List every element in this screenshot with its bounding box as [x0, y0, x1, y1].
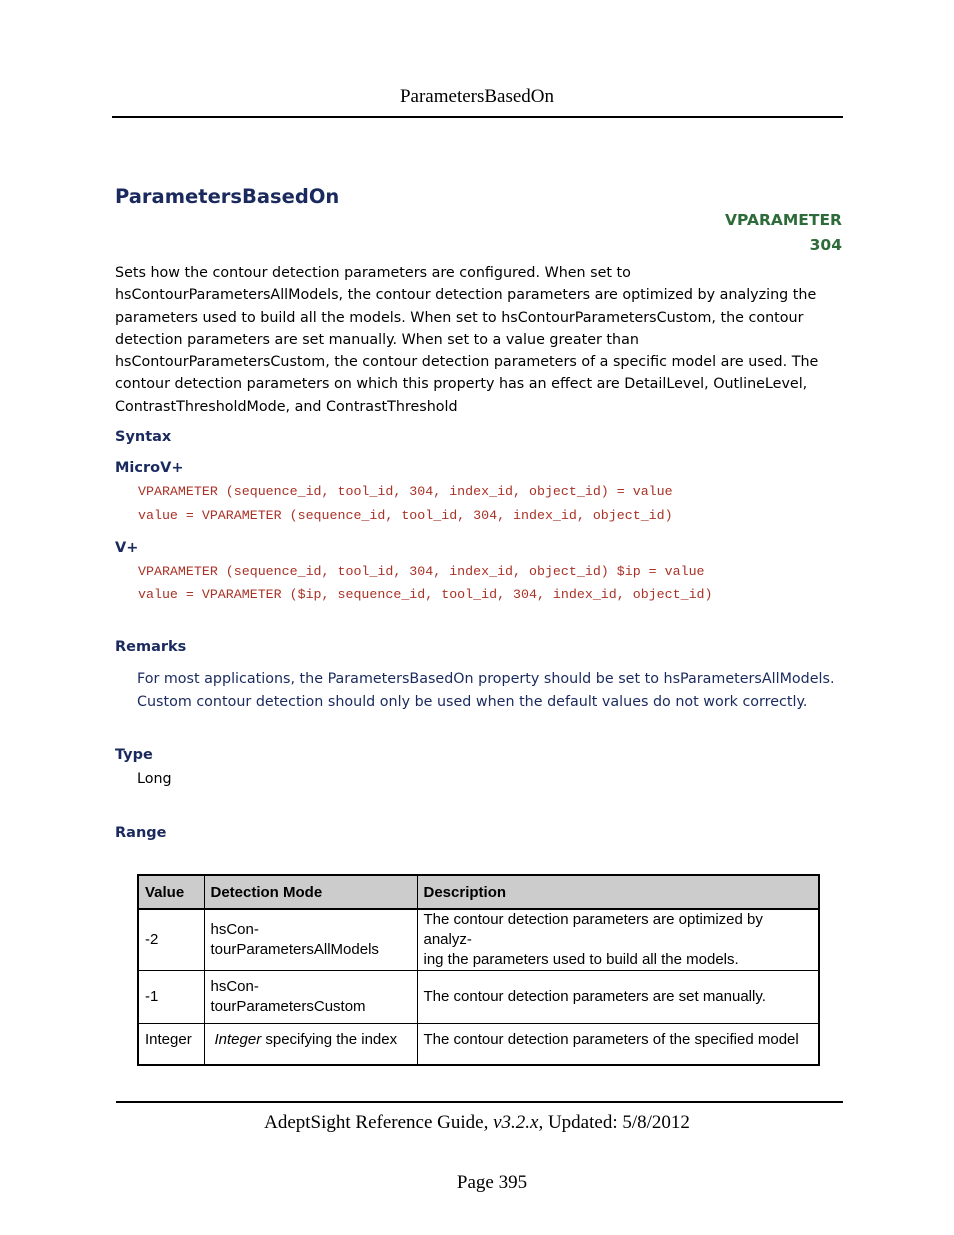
cell-mode-line-1: hsCon-: [210, 921, 259, 938]
table-row: [138, 1024, 819, 1066]
vparameter-label: VPARAMETER: [725, 211, 842, 229]
remarks-heading: Remarks: [115, 639, 187, 655]
table-row: [138, 971, 819, 1024]
vparameter-id: [725, 208, 842, 258]
cell-desc-line-2: ing the parameters used to build all the models.: [423, 951, 739, 968]
remarks-line-1: For most applications, the ParametersBasedOn property should be set to hsParametersAllModels.: [137, 671, 835, 687]
column-header-value: Value: [138, 875, 204, 909]
cell-mode-line-1: hsCon-: [210, 978, 259, 995]
syntax-heading: Syntax: [115, 429, 172, 445]
microv-code-line-2: value = VPARAMETER (sequence_id, tool_id, 304, index_id, object_id): [138, 508, 673, 523]
range-heading: Range: [115, 825, 167, 841]
page-title: ParametersBasedOn: [115, 185, 340, 208]
type-heading: Type: [115, 747, 153, 763]
footer-divider: [116, 1101, 843, 1103]
vplus-code-line-1: VPARAMETER (sequence_id, tool_id, 304, index_id, object_id) $ip = value: [138, 564, 705, 579]
page-number: Page 395: [456, 1172, 528, 1193]
remarks-line-2: Custom contour detection should only be used when the default values do not work correctly.: [137, 694, 808, 710]
table-header-row: [138, 875, 819, 909]
footer-guide-name: AdeptSight Reference Guide: [264, 1112, 484, 1133]
cell-value: Integer: [138, 1024, 204, 1066]
column-header-detection-mode: Detection Mode: [204, 875, 417, 909]
cell-description: The contour detection parameters are set manually.: [417, 971, 819, 1024]
vplus-code-line-2: value = VPARAMETER ($ip, sequence_id, tool_id, 304, index_id, object_id): [138, 587, 713, 602]
vparameter-number: 304: [809, 236, 842, 254]
cell-desc-line-1: The contour detection parameters are optimized by analyz-: [423, 911, 763, 948]
range-table: [137, 874, 820, 1066]
header-divider: [112, 116, 843, 118]
footer-updated: , Updated: 5/8/2012: [538, 1112, 690, 1133]
microv-code-line-1: VPARAMETER (sequence_id, tool_id, 304, index_id, object_id) = value: [138, 484, 673, 499]
footer-version: , v3.2.x: [483, 1112, 539, 1133]
type-value: Long: [137, 771, 172, 787]
cell-mode-line-2: tourParametersCustom: [210, 998, 366, 1015]
cell-mode-italic: Integer: [214, 1031, 262, 1048]
column-header-description: Description: [417, 875, 819, 909]
running-header: ParametersBasedOn: [399, 86, 555, 107]
footer-text: [0, 1112, 954, 1134]
cell-mode-rest: specifying the index: [261, 1031, 398, 1048]
cell-mode-line-2: tourParametersAllModels: [210, 941, 379, 958]
cell-value: -1: [138, 971, 204, 1024]
cell-value: -2: [138, 909, 204, 971]
cell-detection-mode: [204, 909, 417, 971]
cell-detection-mode: [204, 971, 417, 1024]
cell-description: The contour detection parameters of the specified model: [417, 1024, 819, 1066]
cell-description: [417, 909, 819, 971]
vplus-heading: V+: [115, 540, 139, 556]
cell-detection-mode: [204, 1024, 417, 1066]
table-row: [138, 909, 819, 971]
intro-paragraph: Sets how the contour detection parameters are configured. When set to hsContourParametersAllModels, the contour detection parameters are optimized by analyzing the parameters used to build all the models. When set to hsContourParametersCustom, the contour detection parameters are set manually. When set to a value greater than hsContourParametersCustom, the contour detection parameters of a specific model are used. The contour detection parameters on which this property has an effect are DetailLevel, OutlineLevel, ContrastThresholdMode, and ContrastThreshold: [115, 265, 819, 415]
microv-heading: MicroV+: [115, 460, 184, 476]
remarks-text: [137, 668, 843, 714]
